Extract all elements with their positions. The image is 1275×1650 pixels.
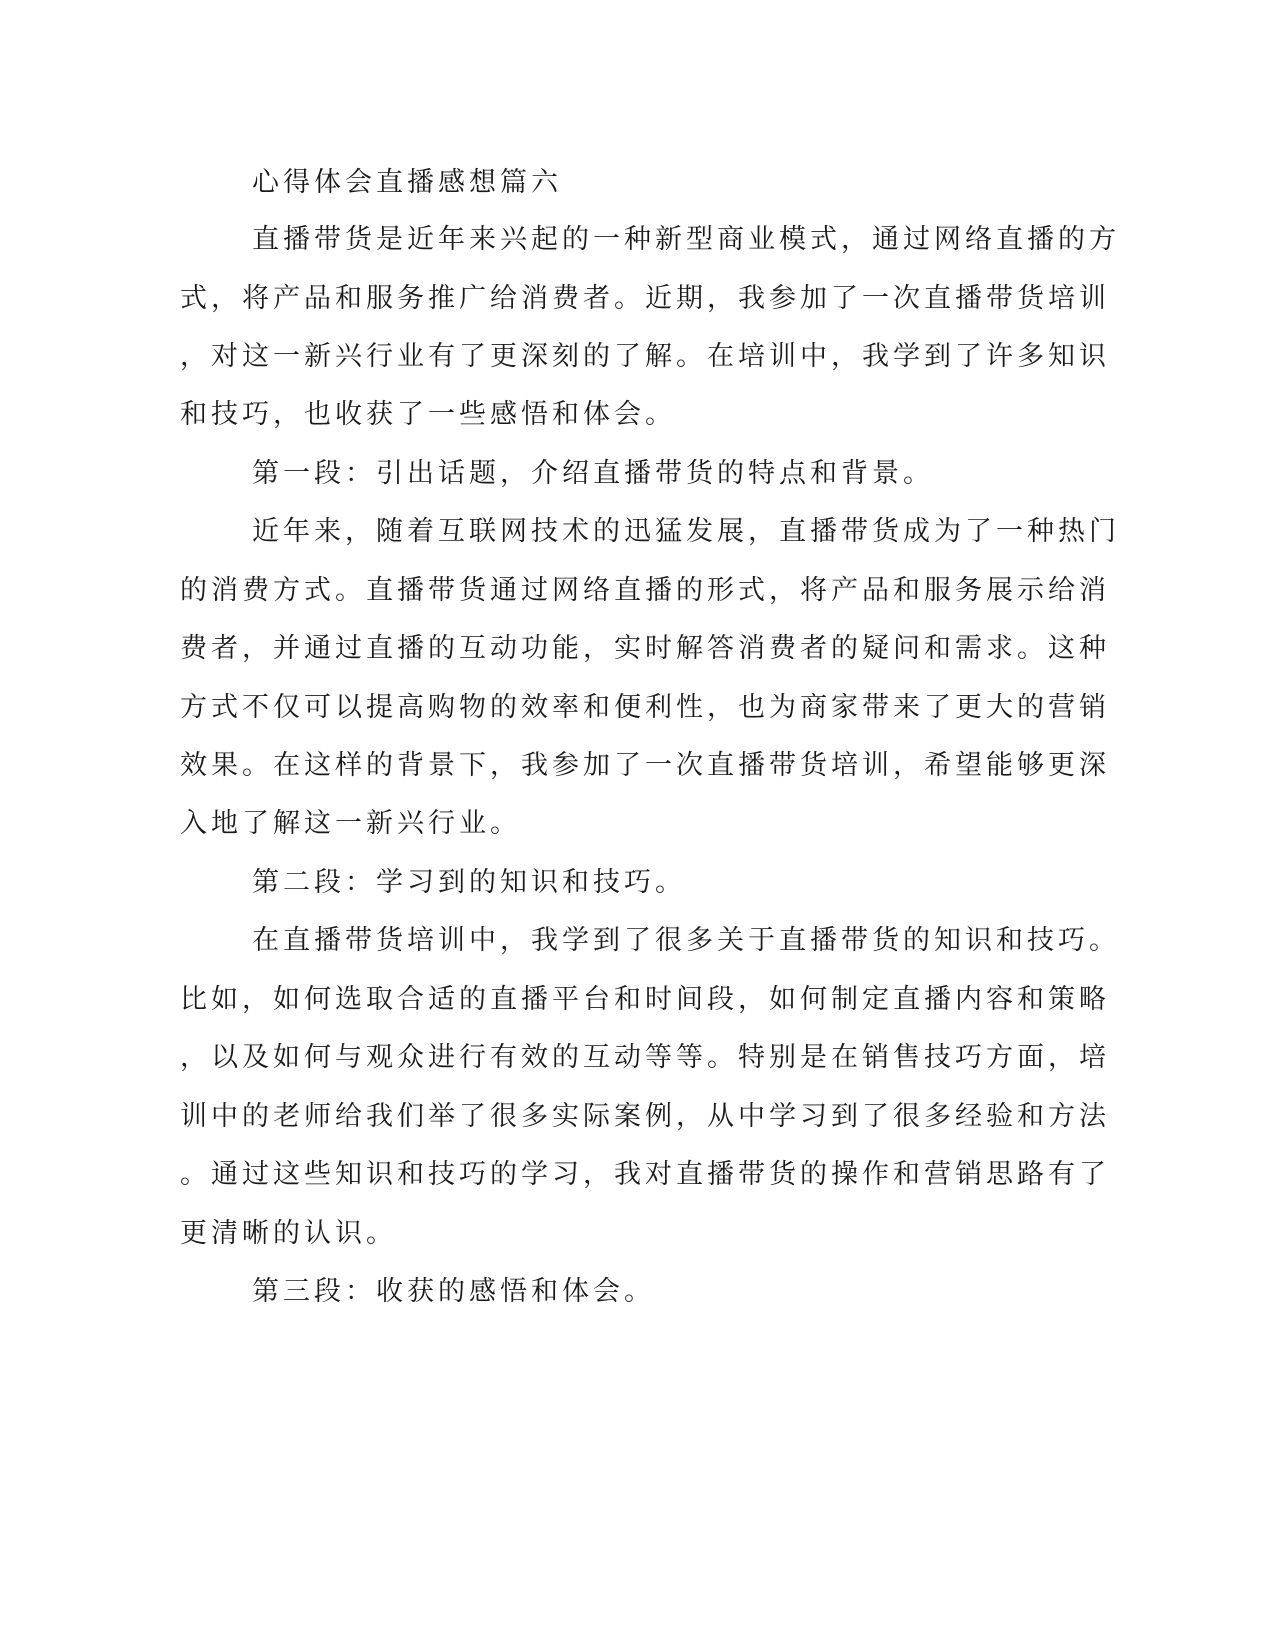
paragraph-line: 入地了解这一新兴行业。 bbox=[180, 808, 521, 839]
paragraph-line: 比如，如何选取合适的直播平台和时间段，如何制定直播内容和策略 bbox=[180, 984, 1110, 1015]
paragraph-line: 方式不仅可以提高购物的效率和便利性，也为商家带来了更大的营销 bbox=[180, 692, 1110, 723]
paragraph-line: 在直播带货培训中，我学到了很多关于直播带货的知识和技巧。 bbox=[252, 925, 1120, 956]
section-heading: 第三段：收获的感悟和体会。 bbox=[252, 1276, 655, 1307]
paragraph-line: 式，将产品和服务推广给消费者。近期，我参加了一次直播带货培训 bbox=[180, 283, 1110, 314]
paragraph-line: 训中的老师给我们举了很多实际案例，从中学习到了很多经验和方法 bbox=[180, 1101, 1110, 1132]
paragraph-line: ，以及如何与观众进行有效的互动等等。特别是在销售技巧方面，培 bbox=[180, 1042, 1110, 1073]
paragraph-line: 的消费方式。直播带货通过网络直播的形式，将产品和服务展示给消 bbox=[180, 575, 1110, 606]
section-heading: 第一段：引出话题，介绍直播带货的特点和背景。 bbox=[252, 458, 934, 489]
paragraph-line: 和技巧，也收获了一些感悟和体会。 bbox=[180, 399, 676, 430]
paragraph-line: 直播带货是近年来兴起的一种新型商业模式，通过网络直播的方 bbox=[252, 224, 1120, 255]
document-title: 心得体会直播感想篇六 bbox=[252, 167, 562, 198]
paragraph-line: 费者，并通过直播的互动功能，实时解答消费者的疑问和需求。这种 bbox=[180, 633, 1110, 664]
paragraph-line: 近年来，随着互联网技术的迅猛发展，直播带货成为了一种热门 bbox=[252, 516, 1120, 547]
paragraph-line: 效果。在这样的背景下，我参加了一次直播带货培训，希望能够更深 bbox=[180, 750, 1110, 781]
paragraph-line: ，对这一新兴行业有了更深刻的了解。在培训中，我学到了许多知识 bbox=[180, 341, 1110, 372]
section-heading: 第二段：学习到的知识和技巧。 bbox=[252, 867, 686, 898]
paragraph-line: 更清晰的认识。 bbox=[180, 1218, 397, 1249]
paragraph-line: 。通过这些知识和技巧的学习，我对直播带货的操作和营销思路有了 bbox=[180, 1159, 1110, 1190]
